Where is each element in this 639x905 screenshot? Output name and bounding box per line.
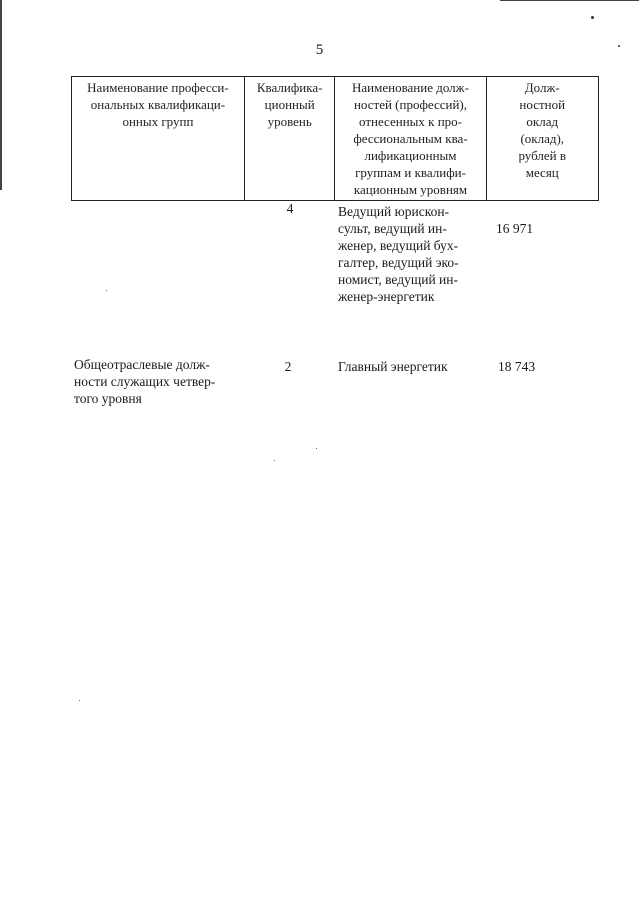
header-position-names [335, 77, 486, 201]
header-text-line: онных групп [122, 114, 194, 129]
header-text-line: Долж- [524, 80, 560, 95]
header-text-line: (оклад), [520, 131, 565, 146]
position-line: Главный энергетик [338, 359, 448, 374]
header-text-line: оклад [526, 114, 559, 129]
scan-speck [106, 290, 107, 291]
row2-positions [338, 358, 488, 375]
header-text-line: ностей (профессий), [353, 97, 468, 112]
header-text-line: отнесенных к про- [358, 114, 462, 129]
scan-speck [274, 460, 275, 461]
position-line: женер, ведущий бух- [338, 238, 459, 253]
header-text-line: Наименование професси- [87, 80, 229, 95]
scan-speck [316, 448, 317, 449]
position-line: Ведущий юрискон- [338, 204, 450, 219]
row2-group [74, 356, 244, 407]
header-text-line: ционный [264, 97, 315, 112]
page-number: 5 [315, 42, 324, 58]
header-text-line: группам и квалифи- [355, 165, 466, 180]
header-text-line: Наименование долж- [352, 80, 469, 95]
table-header [71, 76, 599, 201]
position-line: номист, ведущий ин- [338, 272, 459, 287]
header-text-line: рублей в [518, 148, 567, 163]
header-group-name [72, 77, 245, 201]
table-header-row [72, 77, 599, 201]
header-salary [486, 77, 599, 201]
scan-speck [79, 700, 80, 701]
header-text-line: кационным уровням [353, 182, 468, 197]
header-text-line: месяц [525, 165, 559, 180]
position-line: женер-энергетик [338, 289, 435, 304]
group-line: Общеотраслевые долж- [74, 357, 210, 372]
header-text-line: ональных квалификаци- [90, 97, 226, 112]
position-line: галтер, ведущий эко- [338, 255, 459, 270]
row1-salary: 16 971 [496, 221, 534, 236]
group-line: того уровня [74, 391, 142, 406]
header-qualification-level [244, 77, 335, 201]
row2-level: 2 [284, 359, 292, 374]
header-text-line: уровень [267, 114, 312, 129]
header-text-line: лификационным [364, 148, 457, 163]
row1-level: 4 [286, 201, 294, 216]
header-text-line: Квалифика- [256, 80, 323, 95]
header-text-line: фессиональным ква- [353, 131, 468, 146]
row1-positions [338, 203, 488, 305]
header-text-line: ностной [519, 97, 566, 112]
scan-edge-top-right [500, 0, 639, 1]
row2-salary: 18 743 [498, 359, 536, 374]
scan-edge-left [0, 0, 2, 190]
group-line: ности служащих четвер- [74, 374, 216, 389]
position-line: сульт, ведущий ин- [338, 221, 447, 236]
scan-speck [591, 16, 594, 19]
